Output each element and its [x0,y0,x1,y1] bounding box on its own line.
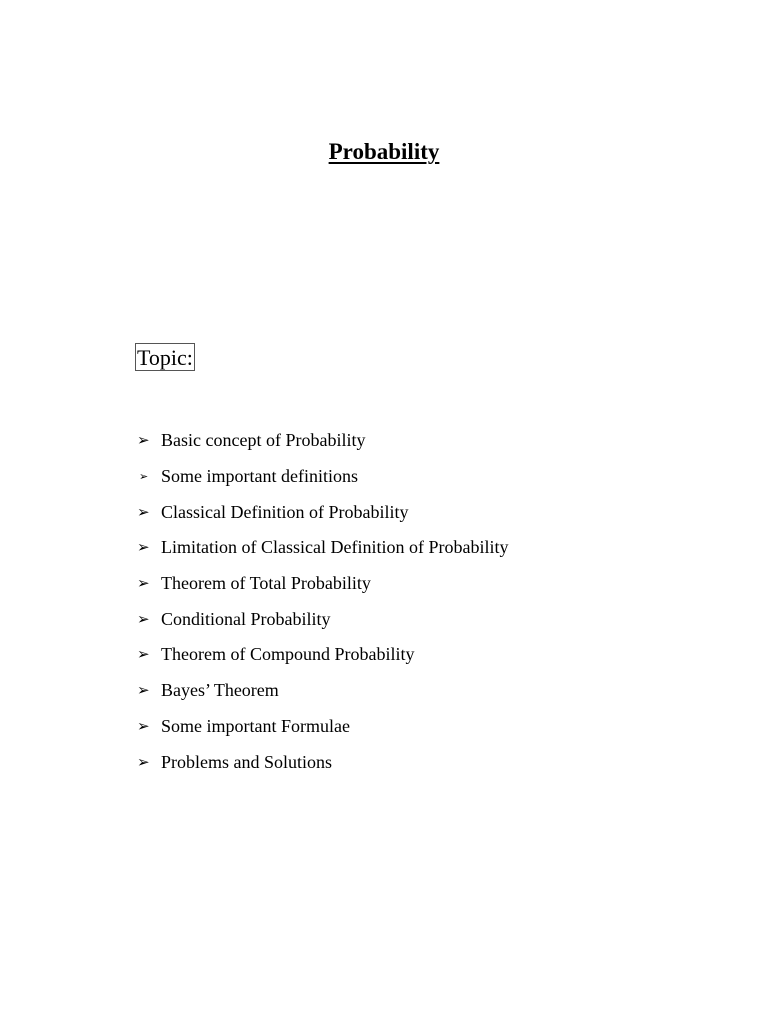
list-item [137,566,508,602]
page-title: Probability [328,139,440,164]
topic-label-box: Topic: [137,345,193,370]
list-item [137,423,508,459]
list-item [137,744,508,780]
arrow-bullet-icon: ➢ [137,574,150,593]
arrow-bullet-icon: ➢ [137,431,150,450]
topic-text: Classical Definition of Probability [161,501,409,522]
arrow-bullet-icon: ➢ [137,645,150,664]
arrow-bullet-icon: ➢ [137,681,150,700]
topic-list [137,423,508,780]
arrow-bullet-icon: ➢ [137,752,150,771]
topic-text: Conditional Probability [161,608,331,629]
topic-text: Bayes’ Theorem [161,680,279,701]
list-item [137,673,508,709]
list-item [137,637,508,673]
arrow-bullet-icon: ➢ [137,609,150,628]
topic-text: Problems and Solutions [161,751,333,772]
list-item [137,494,508,530]
topic-text: Theorem of Total Probability [161,573,371,594]
list-item [137,601,508,637]
topic-text: Some important definitions [161,466,358,487]
arrow-bullet-icon: ➢ [137,538,150,557]
arrow-bullet-icon: ➢ [139,470,149,484]
list-item [137,709,508,745]
topic-text: Limitation of Classical Definition of Probability [161,537,509,558]
arrow-bullet-icon: ➢ [137,502,150,521]
topic-text: Some important Formulae [161,715,350,736]
list-item [137,530,508,566]
arrow-bullet-icon: ➢ [137,716,150,735]
list-item [137,459,508,495]
topic-text: Theorem of Compound Probability [161,644,415,665]
topic-text: Basic concept of Probability [161,430,366,451]
